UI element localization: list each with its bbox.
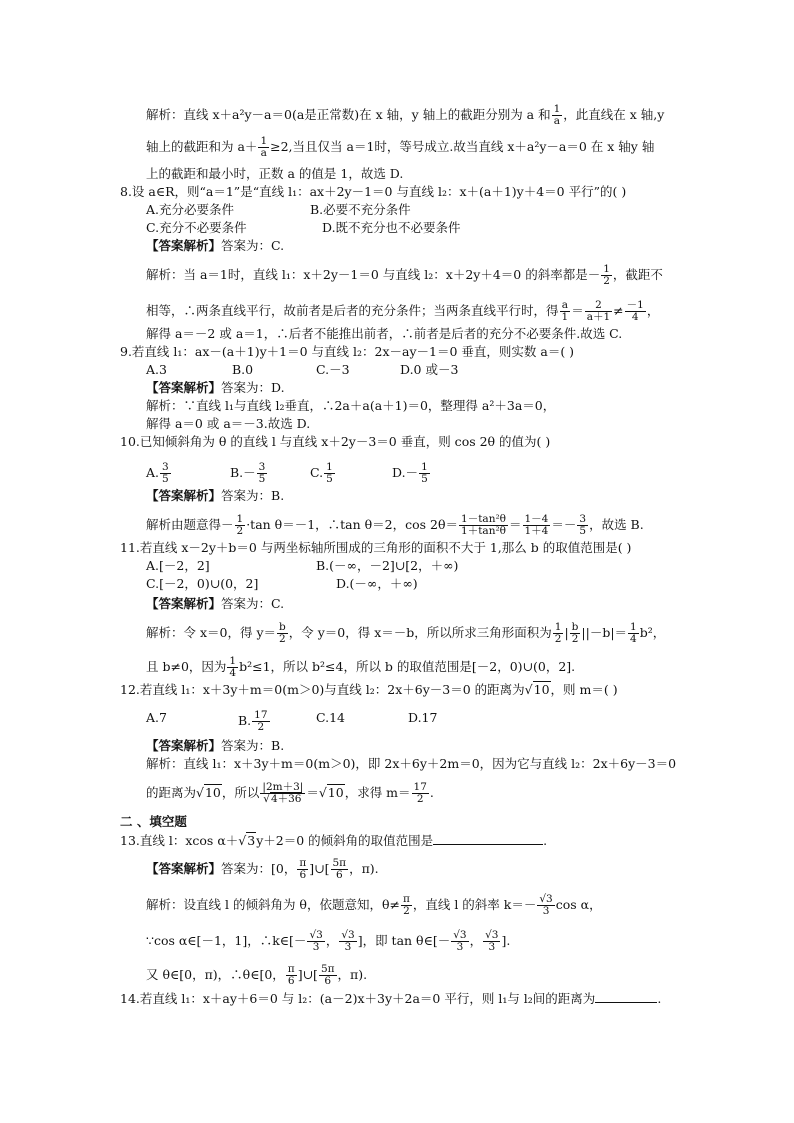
fraction: $\frac{1}{2}$ — [554, 621, 562, 645]
fraction: $\frac{3}{5}$ — [258, 461, 266, 485]
q10-option-a: A. $\frac{3}{5}$ — [146, 461, 169, 485]
q8-option-b: B.必要不充分条件 — [310, 202, 411, 217]
fraction: $\frac{1}{4}$ — [229, 655, 237, 679]
fraction: $\frac{1}{a}$ — [553, 103, 561, 127]
fraction: $\frac{\pi}{6}$ — [287, 963, 295, 987]
q9-option-a: A.3 — [146, 362, 167, 377]
q12-answer: 【答案解析】答案为：B. — [146, 738, 285, 753]
q8-option-c: C.充分不必要条件 — [146, 220, 247, 235]
q10-answer: 【答案解析】答案为：B. — [146, 488, 285, 503]
fraction: $\frac{-1}{4}$ — [626, 299, 644, 323]
q8-stem: 8.设 a∈R，则“a＝1”是“直线 l₁：ax＋2y－1＝0 与直线 l₂：x＋(a＋1)y＋4＝0 平行”的( ) — [120, 184, 627, 199]
fraction: $\frac{1}{2}$ — [603, 263, 610, 287]
q9-answer: 【答案解析】答案为：D. — [146, 380, 285, 395]
fraction: $\frac{\text{1－tan²θ}}{\text{1＋tan²θ}}$ — [461, 513, 506, 537]
q10-option-b: B.－ $\frac{3}{5}$ — [230, 461, 266, 485]
q12-option-d: D.17 — [408, 710, 438, 725]
section-heading: 二 、填空题 — [120, 814, 187, 829]
q8-option-d: D.既不充分也不必要条件 — [322, 220, 461, 235]
fraction: $\frac{1}{5}$ — [421, 461, 428, 485]
q10-stem: 10.已知倾斜角为 θ 的直线 l 与直线 x＋2y－3＝0 垂直，则 cos 2θ 的值为( ) — [120, 434, 551, 449]
q7-solution-line-2: 轴上的截距和为 a＋ $\frac{1}{a}$ ≥2,当且仅当 a＝1时，等号成立.故当直线 x＋a²y－a＝0 在 x 轴y 轴 — [146, 135, 655, 159]
fraction: $\frac{\pi}{6}$ — [299, 857, 307, 881]
fraction: $\frac{3}{5}$ — [162, 461, 169, 485]
q8-solution-line-1: 解析：当 a＝1时，直线 l₁：x＋2y－1＝0 与直线 l₂：x＋2y＋4＝0 的斜率都是－ $\frac{1}{2}$ ，截距不 — [146, 263, 663, 287]
q12-stem: 12.若直线 l₁：x＋3y＋m＝0(m＞0)与直线 l₂：2x＋6y－3＝0 的距离为√10，则 m＝( ) — [120, 682, 618, 697]
q12-solution-line-2: 的距离为√10，所以 $\frac{|2m+3|}{√4+36}$ ＝√10，求得 m＝ $\frac{17}{2}$ . — [146, 781, 434, 805]
q11-option-a: A.[－2，2] — [146, 558, 210, 573]
q11-answer: 【答案解析】答案为：C. — [146, 596, 285, 611]
fraction: $\frac{1}{2}$ — [236, 513, 244, 537]
q12-option-b: B. $\frac{17}{2}$ — [238, 709, 268, 733]
q13-solution-line-3: 又 θ∈[0，π)，∴θ∈[0， $\frac{\pi}{6}$ ]∪[ $\frac{5\pi}{6}$ ，π). — [146, 963, 368, 987]
fraction: $\frac{b}{2}$ — [279, 621, 286, 645]
q9-option-d: D.0 或－3 — [400, 362, 459, 377]
q13-solution-line-1: 解析：设直线 l 的倾斜角为 θ，依题意知，θ≠ $\frac{\pi}{2}$ ，直线 l 的斜率 k＝－ $\frac{√3}{3}$ cos α， — [146, 893, 602, 917]
q8-answer: 【答案解析】答案为：C. — [146, 238, 285, 253]
fraction: $\frac{√3}{3}$ — [453, 929, 467, 953]
q13-solution-line-2: ∵cos α∈[－1，1]，∴k∈[－ $\frac{√3}{3}$ ， $\frac{√3}{3}$ ]，即 tan θ∈[－ $\frac{√3}{3}$ ， $\frac{√3}{3}$ ]. — [146, 929, 511, 953]
q7-solution-line-3: 上的截距和最小时，正数 a 的值是 1，故选 D. — [146, 166, 404, 181]
fraction: $\frac{√3}{3}$ — [341, 929, 355, 953]
q9-solution-line-1: 解析：∵直线 l₁与直线 l₂垂直，∴2a＋a(a＋1)＝0，整理得 a²＋3a＝0， — [146, 398, 556, 413]
fraction: $\frac{1-4}{1+4}$ — [524, 513, 549, 537]
fraction: $\frac{1}{5}$ — [326, 461, 333, 485]
fraction: $\frac{2}{a+1}$ — [586, 299, 611, 323]
q13-stem: 13.直线 l：xcos α＋√3y＋2＝0 的倾斜角的取值范围是 . — [120, 833, 548, 848]
fraction: $\frac{3}{5}$ — [579, 513, 587, 537]
q9-option-b: B.0 — [232, 362, 254, 377]
q8-solution-line-2: 相等，∴两条直线平行，故前者是后者的充分条件；当两条直线平行时，得 $\frac{a}{1}$ ＝ $\frac{2}{a+1}$ ≠ $\frac{-1}{4}$ ， — [146, 299, 660, 323]
q11-option-c: C.[－2，0)∪(0，2] — [146, 576, 259, 591]
q9-solution-line-2: 解得 a＝0 或 a＝－3.故选 D. — [146, 416, 311, 431]
q13-answer: 【答案解析】答案为：[0， $\frac{\pi}{6}$ ]∪[ $\frac{5\pi}{6}$ ，π). — [146, 857, 379, 881]
fraction: $\frac{1}{a}$ — [260, 135, 268, 159]
fraction: $\frac{a}{1}$ — [561, 299, 569, 323]
fraction: $\frac{√3}{3}$ — [539, 893, 553, 917]
q11-stem: 11.若直线 x－2y＋b＝0 与两坐标轴所围成的三角形的面积不大于 1,那么 b 的取值范围是( ) — [120, 540, 632, 555]
fraction: $\frac{5\pi}{6}$ — [320, 963, 335, 987]
q11-solution-line-2: 且 b≠0，因为 $\frac{1}{4}$ b²≤1，所以 b²≤4，所以 b 的取值范围是[－2，0)∪(0，2]. — [146, 655, 576, 679]
q10-option-c: C. $\frac{1}{5}$ — [310, 461, 333, 485]
q7-solution-line-1: 解析：直线 x＋a²y－a＝0(a是正常数)在 x 轴，y 轴上的截距分别为 a 和 $\frac{1}{a}$ ，此直线在 x 轴,y — [146, 103, 665, 127]
q10-solution: 解析由题意得－ $\frac{1}{2}$ ·tan θ＝－1，∴tan θ＝2，cos 2θ＝ $\frac{\text{1－tan²θ}}{\text{1＋tan²θ}}$ ＝ $\frac{1-4}{1+4}$ ＝－ $\frac{3}{5}$ ，故选 B. — [146, 513, 644, 537]
fraction: $\frac{17}{2}$ — [413, 781, 427, 805]
q14-stem: 14.若直线 l₁：x＋ay＋6＝0 与 l₂：(a－2)x＋3y＋2a＝0 平行，则 l₁与 l₂间的距离为 . — [120, 991, 662, 1006]
fraction: $\frac{1}{4}$ — [630, 621, 637, 645]
q8-option-a: A.充分必要条件 — [146, 202, 235, 217]
fraction: $\frac{√3}{3}$ — [309, 929, 323, 953]
q12-solution-line-1: 解析：直线 l₁：x＋3y＋m＝0(m＞0)，即 2x＋6y＋2m＝0，因为它与直线 l₂：2x＋6y－3＝0 — [146, 756, 677, 771]
fraction: $\frac{|2m+3|}{√4+36}$ — [262, 781, 304, 805]
q12-option-a: A.7 — [146, 710, 167, 725]
fraction: $\frac{17}{2}$ — [254, 709, 268, 733]
q10-option-d: D.－ $\frac{1}{5}$ — [392, 461, 428, 485]
q12-option-c: C.14 — [316, 710, 345, 725]
fraction: $\frac{√3}{3}$ — [485, 929, 499, 953]
answer-blank[interactable] — [433, 832, 543, 845]
q9-option-c: C.－3 — [316, 362, 350, 377]
answer-blank[interactable] — [595, 990, 657, 1003]
fraction: $\frac{\pi}{2}$ — [402, 893, 410, 917]
q11-option-b: B.(－∞，－2]∪[2，＋∞) — [316, 558, 459, 573]
fraction: $\frac{b}{2}$ — [571, 621, 579, 645]
q8-solution-line-3: 解得 a＝－2 或 a＝1，∴后者不能推出前者，∴前者是后者的充分不必要条件.故选 C. — [146, 326, 623, 341]
q9-stem: 9.若直线 l₁：ax－(a＋1)y＋1＝0 与直线 l₂：2x－ay－1＝0 垂直，则实数 a＝( ) — [120, 344, 575, 359]
q11-solution-line-1: 解析：令 x＝0，得 y＝ $\frac{b}{2}$ ，令 y＝0，得 x＝－b，所以所求三角形面积为 $\frac{1}{2}$ | $\frac{b}{2}$ ||－b|＝ $\frac{1}{4}$ b²， — [146, 621, 666, 645]
q11-option-d: D.(－∞，＋∞) — [336, 576, 418, 591]
fraction: $\frac{5\pi}{6}$ — [332, 857, 347, 881]
